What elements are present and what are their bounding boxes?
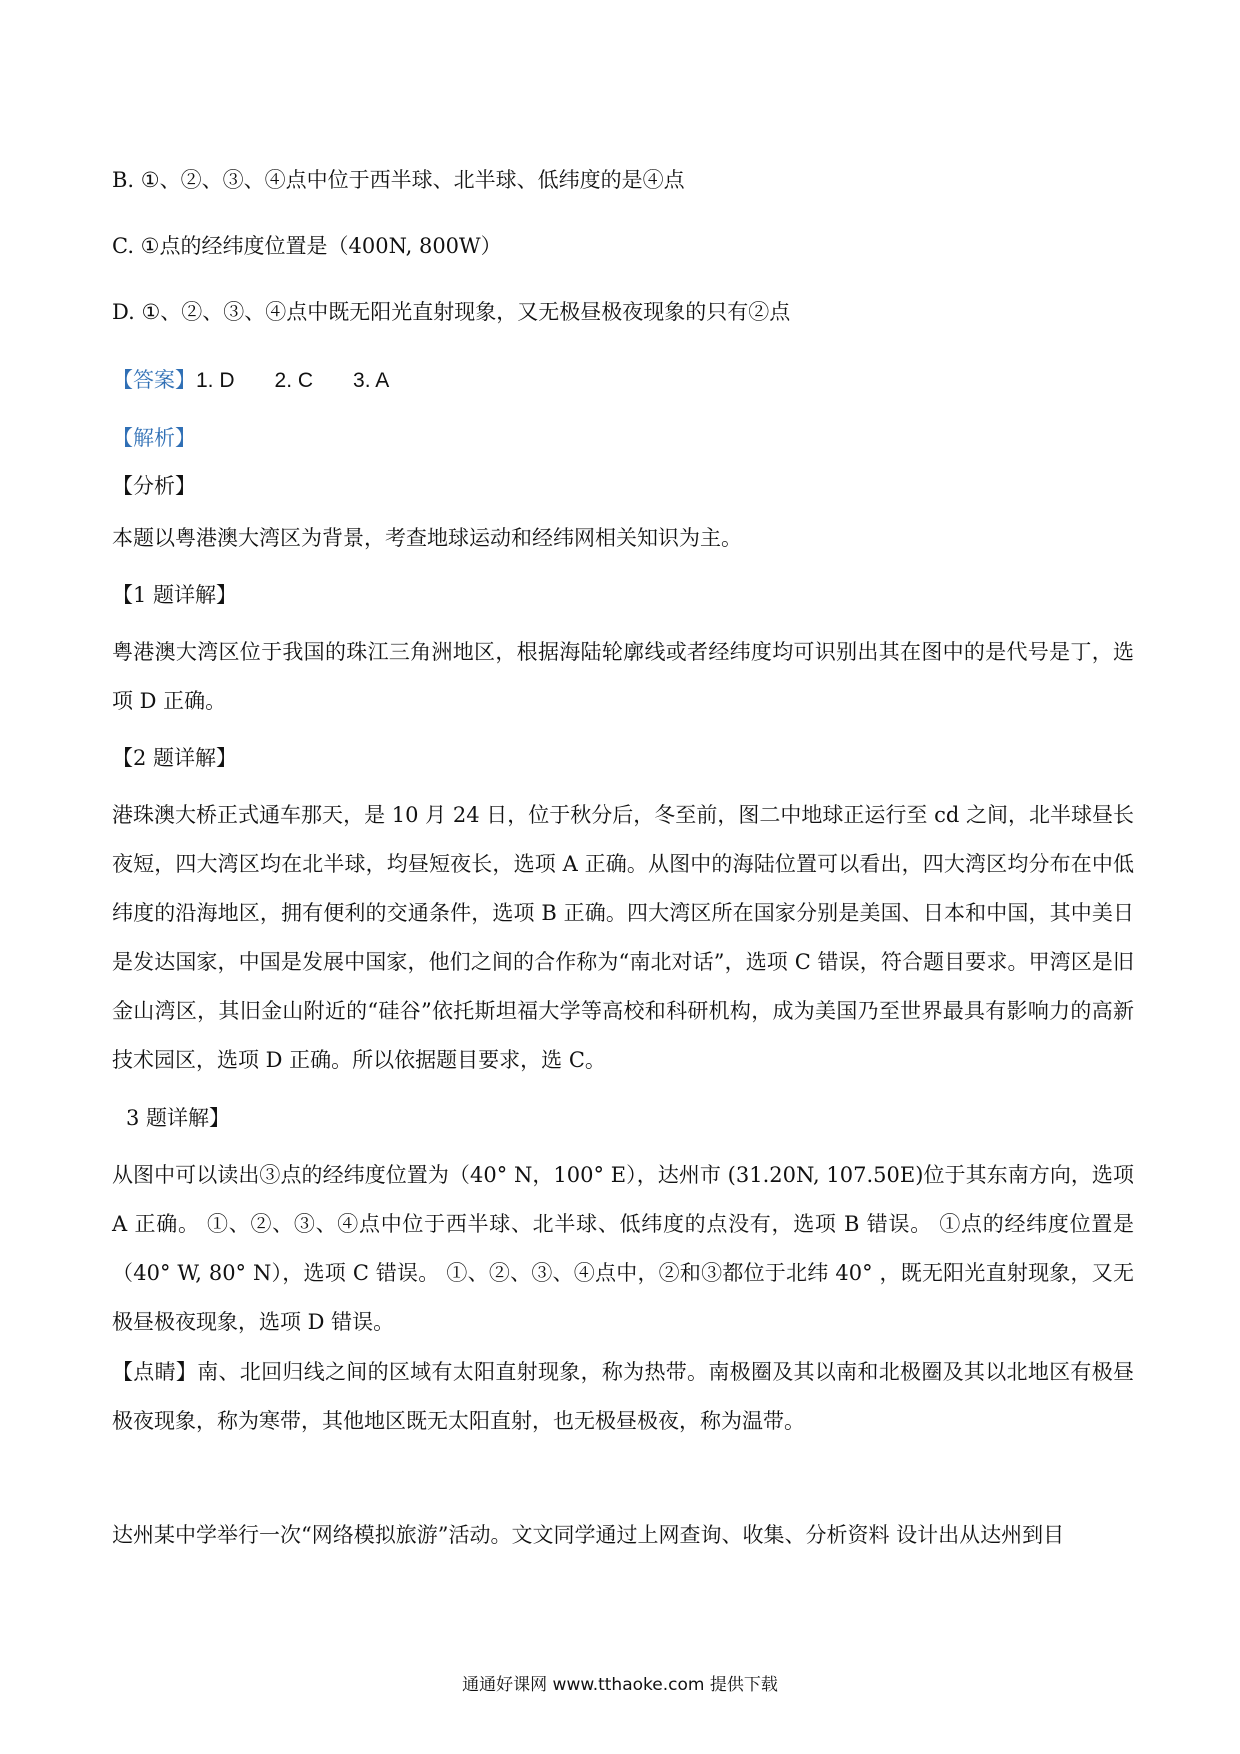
answer-1: 1. D <box>196 369 235 392</box>
answer-2: 2. C <box>274 369 314 392</box>
fenxi-text: 本题以粤港澳大湾区为背景，考查地球运动和经纬网相关知识为主。 <box>112 526 742 550</box>
answer-3: 3. A <box>353 369 390 392</box>
option-b: B. ①、②、③、④点中位于西半球、北半球、低纬度的是④点 <box>112 168 685 192</box>
dianjing-heading: 【点睛】 <box>112 1360 198 1384</box>
q2-heading: 【2 题详解】 <box>112 746 238 770</box>
option-d: D. ①、②、③、④点中既无阳光直射现象，又无极昼极夜现象的只有②点 <box>112 300 791 324</box>
q3-paragraph: 从图中可以读出③点的经纬度位置为（40° N，100° E），达州市 (31.20N, 107.50E)位于其东南方向，选项 A 正确。 ①、②、③、④点中位于西半球、北半球、低纬度的点没有，选项 B 错误。 ①点的经纬度位置是（40° W, 80° N），选项 C 错误。 ①、②、③、④点中，②和③都位于北纬 40° ，既无阳光直射现象，又无极昼极夜现象，选项 D 错误。 <box>112 1163 1134 1334</box>
q1-heading: 【1 题详解】 <box>112 583 238 607</box>
q1-text <box>112 628 1134 726</box>
next-question-text: 达州某中学举行一次“网络模拟旅游”活动。文文同学通过上网查询、收集、分析资料 设计出从达州到目 <box>112 1523 1065 1547</box>
answer-tag: 【答案】 <box>112 368 196 392</box>
document-page <box>112 0 1134 1754</box>
q1-paragraph: 粤港澳大湾区位于我国的珠江三角洲地区，根据海陆轮廓线或者经纬度均可识别出其在图中的是代号是丁，选项 D 正确。 <box>112 640 1134 713</box>
fenxi-heading: 【分析】 <box>112 474 196 498</box>
answer-line <box>112 370 389 391</box>
footer-watermark: 通通好课网 www.tthaoke.com 提供下载 <box>462 1675 778 1695</box>
q2-paragraph: 港珠澳大桥正式通车那天，是 10 月 24 日，位于秋分后，冬至前，图二中地球正运行至 cd 之间，北半球昼长夜短，四大湾区均在北半球，均昼短夜长，选项 A 正确。从图中的海陆位置可以看出，四大湾区均分布在中低纬度的沿海地区，拥有便利的交通条件，选项 B 正确。四大湾区所在国家分别是美国、日本和中国，其中美日是发达国家，中国是发展中国家，他们之间的合作称为“南北对话”，选项 C 错误，符合题目要求。甲湾区是旧金山湾区，其旧金山附近的“硅谷”依托斯坦福大学等高校和科研机构，成为美国乃至世界最具有影响力的高新技术园区，选项 D 正确。所以依据题目要求，选 C。 <box>112 803 1134 1072</box>
q2-text <box>112 791 1134 1085</box>
option-c: C. ①点的经纬度位置是（400N, 800W） <box>112 234 502 258</box>
q3-heading: 3 题详解】 <box>126 1106 231 1130</box>
analysis-tag: 【解析】 <box>112 426 196 450</box>
q3-text <box>112 1151 1134 1347</box>
dianjing-text: 南、北回归线之间的区域有太阳直射现象，称为热带。南极圈及其以南和北极圈及其以北地区有极昼极夜现象，称为寒带，其他地区既无太阳直射，也无极昼极夜，称为温带。 <box>112 1360 1135 1433</box>
dianjing-block <box>112 1348 1134 1446</box>
